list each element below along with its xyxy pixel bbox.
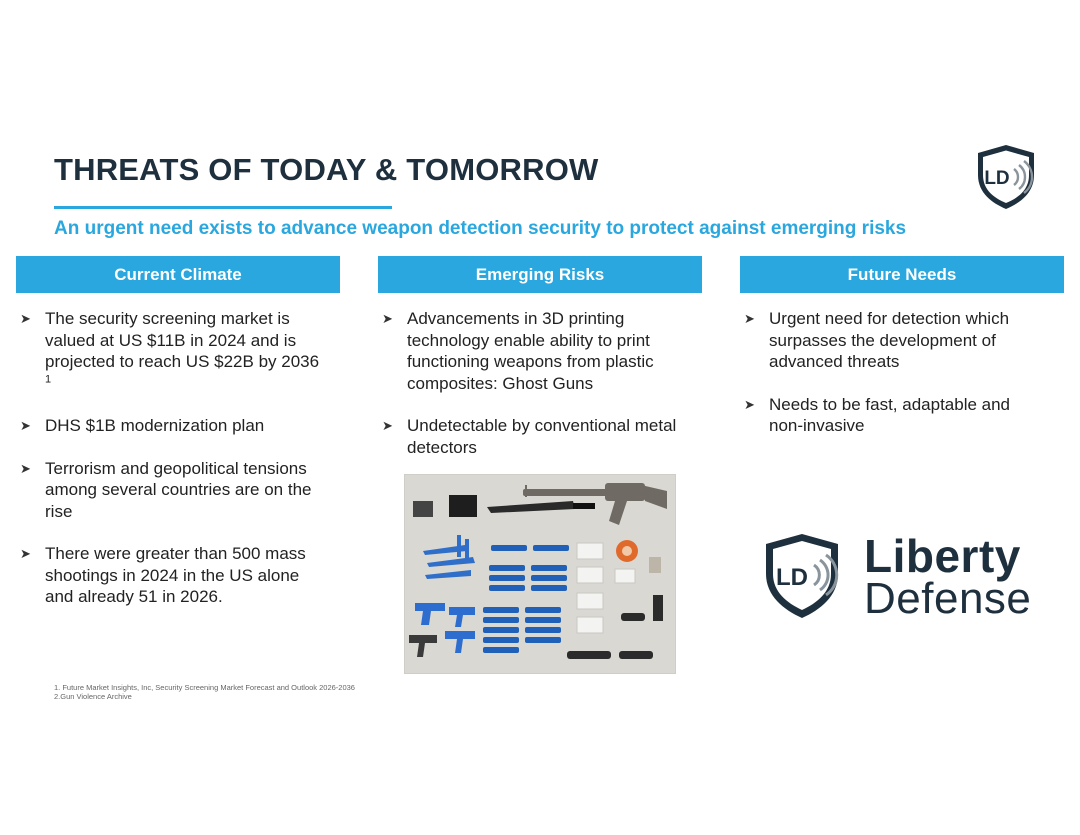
future-needs-list bbox=[742, 308, 1042, 458]
arrow-bullet-icon: ➤ bbox=[20, 311, 31, 326]
list-item: ➤ There were greater than 500 mass shootings in 2024 in the US alone and already 51 in 2026. bbox=[20, 544, 306, 606]
footnote-1: 1. Future Market Insights, Inc, Security Screening Market Forecast and Outlook 2026-2036 bbox=[54, 683, 355, 692]
brand-name-line2: Defense bbox=[864, 574, 1032, 623]
footnotes bbox=[54, 683, 355, 701]
arrow-bullet-icon: ➤ bbox=[744, 311, 755, 326]
arrow-bullet-icon: ➤ bbox=[744, 396, 755, 412]
arrow-bullet-icon: ➤ bbox=[382, 311, 393, 326]
logo-mark-text: LD bbox=[984, 168, 1010, 189]
arrow-bullet-icon: ➤ bbox=[20, 418, 31, 433]
ghost-guns-photo bbox=[404, 474, 676, 674]
brand-shield-icon bbox=[760, 532, 860, 622]
page-subtitle: An urgent need exists to advance weapon detection security to protect against emerging risks bbox=[54, 218, 907, 239]
list-item: ➤ Terrorism and geopolitical tensions among several countries are on the rise bbox=[20, 458, 312, 521]
column-header-emerging-risks: Emerging Risks bbox=[378, 256, 702, 293]
column-header-current-climate: Current Climate bbox=[16, 256, 340, 293]
brand-mark-text: LD bbox=[776, 564, 808, 591]
list-item: ➤ Urgent need for detection which surpasses the development of advanced threats bbox=[744, 309, 1010, 371]
brand-name-line1: Liberty bbox=[864, 530, 1021, 582]
list-item: ➤ Advancements in 3D printing technology enable ability to print functioning weapons from plastic composites: Ghost Guns bbox=[382, 309, 654, 393]
footnote-marker: 1 bbox=[45, 372, 52, 385]
column-header-future-needs: Future Needs bbox=[740, 256, 1064, 293]
list-item: ➤ Undetectable by conventional metal detectors bbox=[382, 416, 677, 457]
page-title: THREATS OF TODAY & TOMORROW bbox=[54, 152, 599, 187]
current-climate-list bbox=[18, 308, 328, 629]
arrow-bullet-icon: ➤ bbox=[382, 418, 393, 433]
liberty-defense-logo bbox=[760, 532, 1050, 622]
list-item: ➤ Needs to be fast, adaptable and non-invasive bbox=[744, 394, 1011, 435]
footnote-2: 2.Gun Violence Archive bbox=[54, 692, 132, 701]
arrow-bullet-icon: ➤ bbox=[20, 460, 31, 476]
shield-logo-icon bbox=[970, 143, 1042, 211]
list-item: ➤ DHS $1B modernization plan bbox=[20, 416, 265, 435]
arrow-bullet-icon: ➤ bbox=[20, 546, 31, 561]
title-underline bbox=[54, 206, 392, 209]
list-item: ➤ The security screening market is valued at US $11B in 2024 and is projected to reach US $22B by 2036 $^1$ bbox=[20, 309, 320, 385]
emerging-risks-list bbox=[380, 308, 680, 479]
